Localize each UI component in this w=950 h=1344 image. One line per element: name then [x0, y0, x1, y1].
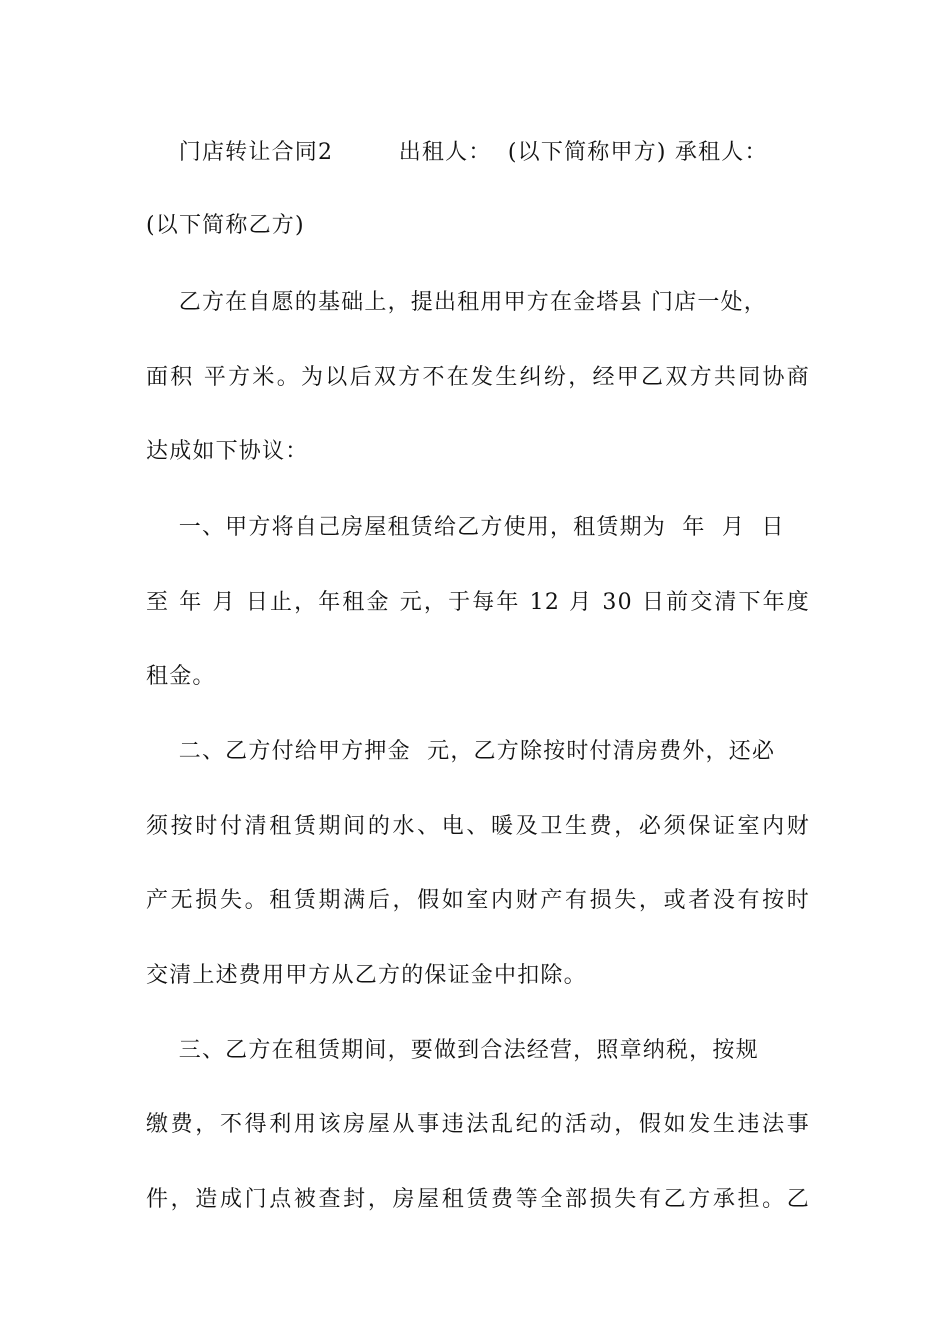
text-line: 三、乙方在租赁期间，要做到合法经营，照章纳税，按规	[146, 1038, 759, 1063]
text-line: 交清上述费用甲方从乙方的保证金中扣除。	[146, 963, 587, 988]
text-line: 件，造成门点被查封，房屋租赁费等全部损失有乙方承担。乙	[146, 1187, 810, 1212]
text-line: 须按时付清租赁期间的水、电、暖及卫生费，必须保证室内财	[146, 814, 810, 839]
text-line: 面积 平方米。为以后双方不在发生纠纷，经甲乙双方共同协商	[146, 365, 810, 390]
text-line: 缴费，不得利用该房屋从事违法乱纪的活动，假如发生违法事	[146, 1112, 810, 1137]
text-line: 一、甲方将自己房屋租赁给乙方使用，租赁期为 年 月 日	[146, 515, 785, 540]
text-line: 租金。	[146, 664, 216, 689]
text-line: (以下简称乙方)	[146, 213, 305, 238]
text-line: 达成如下协议：	[146, 439, 309, 464]
text-line: 至 年 月 日止，年租金 元，于每年 12 月 30 日前交清下年度	[146, 590, 810, 615]
text-line: 二、乙方付给甲方押金 元，乙方除按时付清房费外，还必	[146, 739, 776, 764]
text-line: 门店转让合同2 出租人： (以下简称甲方) 承租人：	[146, 140, 768, 165]
text-line: 产无损失。租赁期满后，假如室内财产有损失，或者没有按时	[146, 888, 810, 913]
text-line: 乙方在自愿的基础上，提出租用甲方在金塔县 门店一处，	[146, 290, 767, 315]
